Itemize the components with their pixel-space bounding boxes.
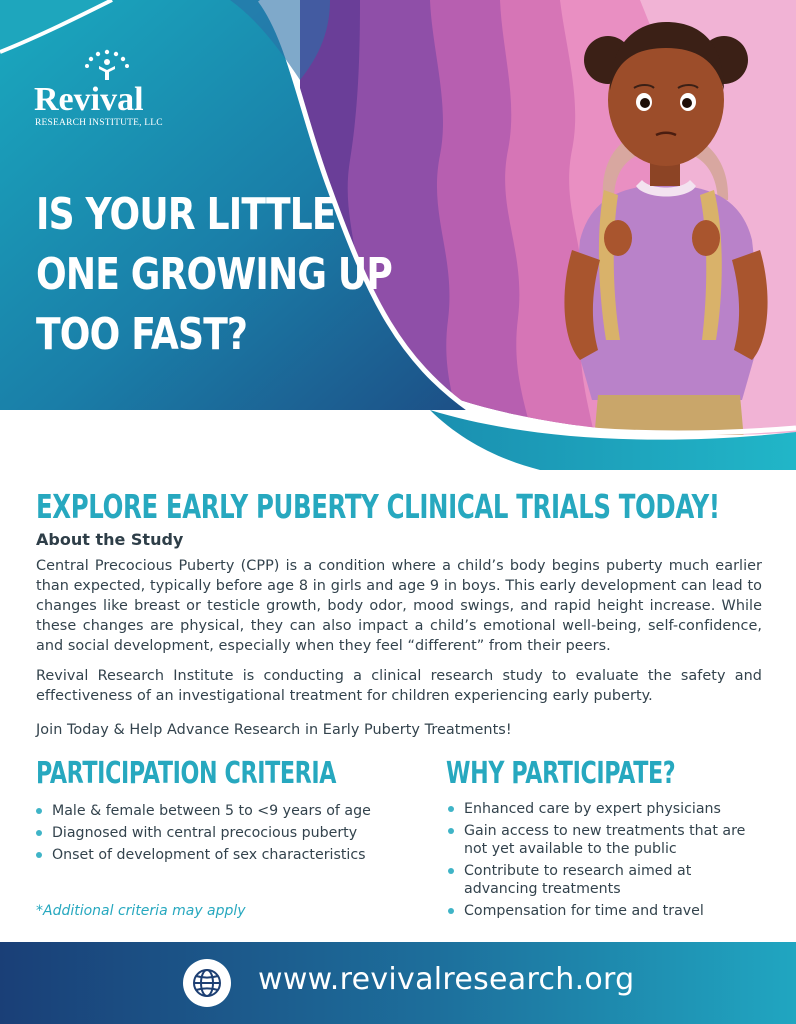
explore-heading: EXPLORE EARLY PUBERTY CLINICAL TRIALS TODAY! <box>36 487 720 526</box>
about-paragraph: Central Precocious Puberty (CPP) is a condition where a child’s body begins puberty much earlier than expected, typically before age 8 in girls and age 9 in boys. This early development can lead to changes like breast or testicle growth, body odor, mood swings, and rapid height increase. While these changes are physical, they can also impact a child’s emotional well-being, self-confidence, and social development, especially when they feel “different” from their peers. <box>36 558 762 654</box>
sunburst-icon <box>82 48 132 82</box>
list-item: Contribute to research aimed at advancing treatments <box>446 862 766 898</box>
list-item: Onset of development of sex characteristics <box>34 846 404 864</box>
globe-icon[interactable] <box>183 959 231 1007</box>
join-paragraph: Join Today & Help Advance Research in Early Puberty Treatments! <box>36 722 512 738</box>
hero-headline <box>36 185 416 365</box>
hero-banner <box>0 0 796 470</box>
headline-line-3: TOO FAST? <box>36 309 248 360</box>
list-item: Compensation for time and travel <box>446 902 766 920</box>
list-item: Diagnosed with central precocious puberty <box>34 824 404 842</box>
list-item: Gain access to new treatments that are not yet available to the public <box>446 822 766 858</box>
website-link[interactable]: www.revivalresearch.org <box>258 962 635 997</box>
why-heading: WHY PARTICIPATE? <box>446 756 676 791</box>
study-paragraph: Revival Research Institute is conducting a clinical research study to evaluate the safety and effectiveness of an investigational treatment for children experiencing early puberty. <box>36 668 762 704</box>
headline-line-2: ONE GROWING UP <box>36 249 393 300</box>
footer-bar <box>0 942 796 1024</box>
brand-subtitle: RESEARCH INSTITUTE, LLC <box>35 118 163 128</box>
brand-name: Revival <box>34 81 144 118</box>
about-title: About the Study <box>36 530 184 549</box>
why-list <box>446 800 766 924</box>
list-item: Male & female between 5 to <9 years of age <box>34 802 404 820</box>
brand-logo <box>34 48 184 128</box>
criteria-note: *Additional criteria may apply <box>36 903 246 919</box>
criteria-heading: PARTICIPATION CRITERIA <box>36 756 337 791</box>
criteria-list <box>34 802 404 868</box>
headline-line-1: IS YOUR LITTLE <box>36 189 336 240</box>
list-item: Enhanced care by expert physicians <box>446 800 766 818</box>
